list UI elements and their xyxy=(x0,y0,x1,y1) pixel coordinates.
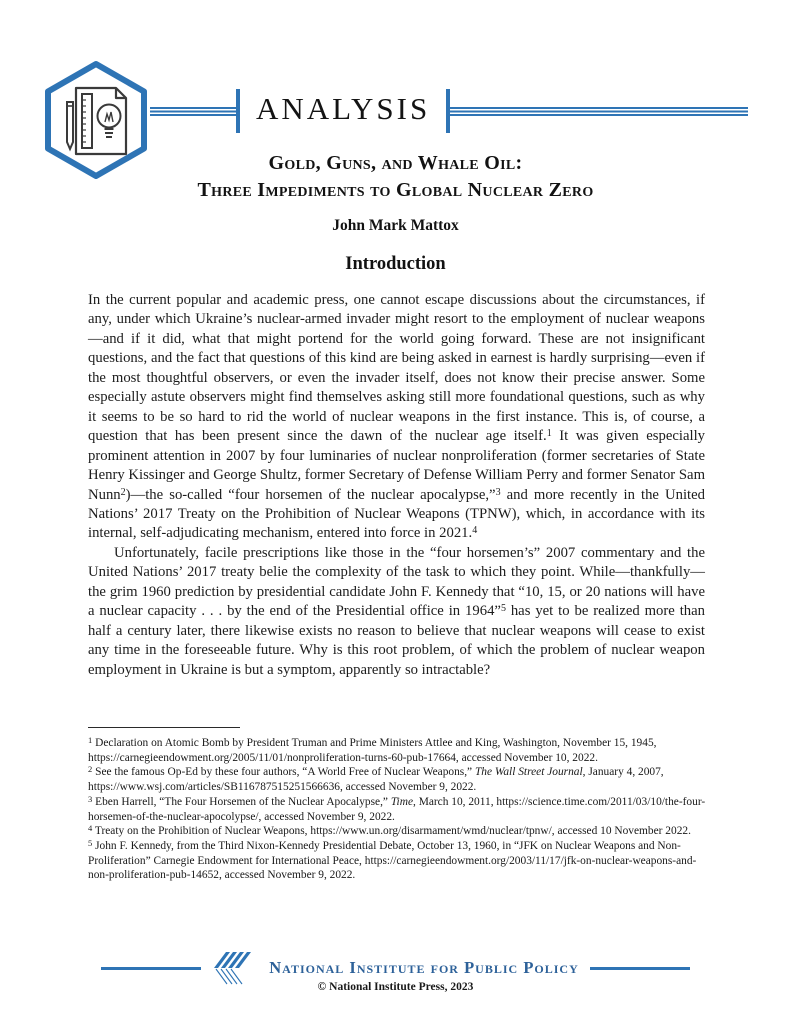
footnote-number: 2 xyxy=(88,764,93,775)
body-paragraph xyxy=(88,291,705,544)
footnote-number: 3 xyxy=(88,793,93,804)
footnote xyxy=(88,839,707,883)
banner-rule-right xyxy=(450,107,748,116)
section-heading: Introduction xyxy=(345,254,446,274)
text-run: It was given especially prominent attention in 2007 by four luminaries of nuclear nonproliferation (former secretaries of State Henry Kissinger and George Shultz, former Secretary of Defense William Perry and former Senator Sam Nunn xyxy=(88,428,705,503)
banner-label: ANALYSIS xyxy=(256,91,431,126)
text-run: Eben Harrell, “The Four Horsemen of the Nuclear Apocalypse,” xyxy=(95,795,391,808)
text-run: See the famous Op-Ed by these four authors, “A World Free of Nuclear Weapons,” xyxy=(95,766,475,779)
text-run: , January 4, 2007, https://www.wsj.com/articles/SB116787515251566636, accessed November 9, 2022. xyxy=(88,766,664,794)
footnote-ref: 5 xyxy=(500,603,506,615)
document-title-line2: Three Impediments to Global Nuclear Zero xyxy=(197,179,594,201)
text-run: , March 10, 2011, https://science.time.com/2011/03/10/the-four-horsemen-of-the-nuclear-apocolypse/, accessed November 9, 2022. xyxy=(88,795,706,823)
footnote xyxy=(88,765,707,794)
text-run: Declaration on Atomic Bomb by President Truman and Prime Ministers Attlee and King, Washington, November 15, 1945, https://carnegieendowment.org/2005/11/01/nonproliferation-turns-60-pub-17664, accessed November 10, 2022. xyxy=(88,737,657,764)
text-run: In the current popular and academic press, one cannot escape discussions about the circumstances, if any, under which Ukraine’s nuclear-armed invader might resort to the employment of nuclear weapons—and if it did, what that might portend for the world going forward. These are not insignificant questions, and the fact that questions of this kind are being asked in earnest is hardly surprising—even if the most thoughtful observers, or even the invader itself, does not know their precise answer. Some especially astute observers might find themselves asking still more foundational questions, such as why it seems to be so hard to rid the world of nuclear weapons in the first instance. This is, of course, a question that has been present since the dawn of the nuclear age itself. xyxy=(88,292,705,445)
footer-rule-left xyxy=(101,967,201,970)
footnote-number: 4 xyxy=(88,823,93,834)
text-run: John F. Kennedy, from the Third Nixon-Kennedy Presidential Debate, October 13, 1960, in “JFK on Nuclear Weapons and Non-Proliferation” Carnegie Endowment for International Peace, https://carnegieendowment.org/2003/11/17/jfk-on-nuclear-weapons-and-non-proliferation-pub-14652, accessed November 9, 2022. xyxy=(88,839,697,882)
footnotes xyxy=(88,736,707,883)
footer-rule-right xyxy=(590,967,690,970)
text-run: )—the so-called “four horsemen of the nuclear apocalypse,” xyxy=(125,486,496,503)
article-body xyxy=(88,291,705,680)
footnote xyxy=(88,795,707,824)
footnote-ref: 2 xyxy=(120,486,126,498)
text-run: Unfortunately, facile prescriptions like those in the “four horsemen’s” 2007 commentary and the United Nations’ 2017 treaty belie the complexity of the task to which they point. While—thankfully—the grim 1960 prediction by presidential candidate John F. Kennedy that “10, 15, or 20 nations will have a nuclear capacity . . . by the end of the Presidential office in 1964” xyxy=(88,544,705,620)
body-paragraph xyxy=(88,544,705,680)
document-title-line1: Gold, Guns, and Whale Oil: xyxy=(268,152,523,174)
footnote-number: 1 xyxy=(88,735,93,745)
footnote-ref: 3 xyxy=(495,486,501,498)
text-run: and more recently in the United Nations’ 2017 Treaty on the Prohibition of Nuclear Weapons (TPNW), which, in accordance with its internal, self-adjudicating mechanism, entered into force in 2021. xyxy=(88,486,705,542)
text-run: Treaty on the Prohibition of Nuclear Weapons, https://www.un.org/disarmament/wmd/nuclear/tpnw/, accessed 10 November 2022. xyxy=(94,825,691,838)
footnote-number: 5 xyxy=(88,837,93,848)
text-run: has yet to be realized more than half a century later, there likewise exists no reason to believe that nuclear weapons will cease to exist any time in the foreseeable future. Why is this root problem, of which the problem of nuclear weapon employment in Ukraine is but a symptom, apparently so intractable? xyxy=(88,603,705,678)
analysis-banner xyxy=(150,88,748,134)
footnote xyxy=(88,736,707,765)
italic-text-run: The Wall Street Journal xyxy=(474,766,583,779)
footnote-ref: 1 xyxy=(546,428,552,440)
author-name: John Mark Mattox xyxy=(332,217,459,234)
copyright-notice: © National Institute Press, 2023 xyxy=(317,981,474,993)
banner-rule-left xyxy=(150,107,236,116)
title-block xyxy=(0,150,791,204)
footnote-ref: 4 xyxy=(472,525,478,537)
footnote xyxy=(88,824,707,839)
italic-text-run: Time xyxy=(390,795,413,808)
organization-name: National Institute for Public Policy xyxy=(269,958,579,977)
footnote-separator xyxy=(88,727,240,728)
